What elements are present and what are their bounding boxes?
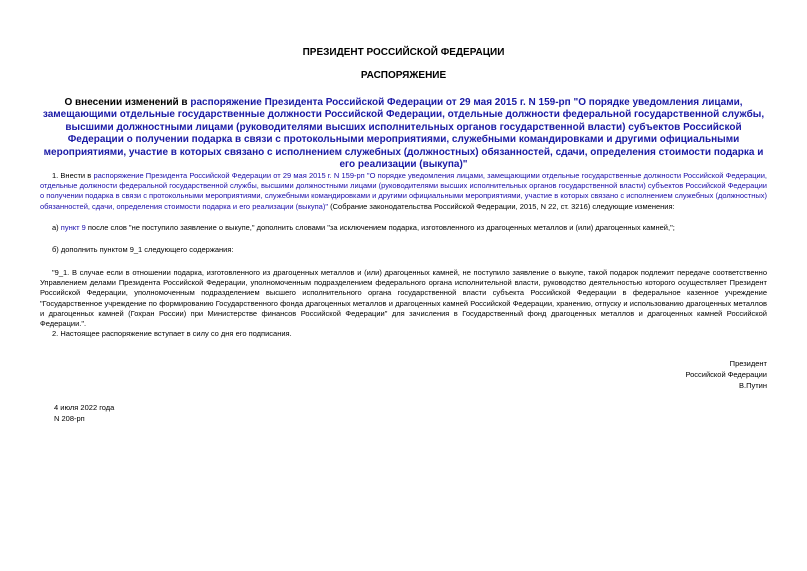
issuer-heading: ПРЕЗИДЕНТ РОССИЙСКОЙ ФЕДЕРАЦИИ [302, 47, 505, 58]
clause-a-suffix: после слов "не поступило заявление о выкупе," дополнить словами "за исключением подарка, изготовленного из драгоценных металлов и (или) драгоценных камней,"; [85, 223, 675, 232]
document-date: 4 июля 2022 года [54, 403, 115, 412]
signature-name: В.Путин [739, 381, 767, 390]
signature-country: Российской Федерации [685, 370, 767, 379]
clause-1 [40, 171, 767, 212]
title-prefix: О внесении изменений в [64, 97, 191, 108]
document-number: N 208-рп [54, 414, 85, 423]
clause-1-suffix: (Собрание законодательства Российской Федерации, 2015, N 22, ст. 3216) следующие изменения: [328, 201, 675, 211]
clause-a-prefix: а) [52, 223, 61, 232]
title-amended-order-link[interactable]: распоряжение Президента Российской Федерации от 29 мая 2015 г. N 159-рп "О порядке уведомления лицами, замещающими отдельные государственные должности Российской Федерации, отдельные должности федеральной государственной службы, высшими должностными лицами (руководителями высших исполнительных органов государственной власти) субъектов Российской Федерации о получении подарка в связи с протокольными мероприятиями, служебными командировками и другими официальными мероприятиями, участие в которых связано с исполнением служебных (должностных) обязанностей, сдачи, определения стоимости подарка и его реализации (выкупа)" [42, 97, 765, 171]
document-title [40, 97, 767, 171]
clause-a [40, 223, 767, 233]
clause-1-prefix: 1. Внести в [52, 171, 94, 180]
clause-a-point-9-link[interactable]: пункт 9 [60, 223, 86, 232]
clause-9-1-text: "9_1. В случае если в отношении подарка, изготовленного из драгоценных металлов и (или) драгоценных камней, не поступило заявление о выкупе, такой подарок подлежит передаче соответственно Управлением делами Президента Российской Федерации, уполномоченным подразделением федерального органа исполнительной власти, руководство деятельностью которого осуществляет Президент Российской Федерации, уполномоченным подразделением высшего исполнительного органа государственной власти субъекта Российской Федерации в федеральное казенное учреждение "Государственное учреждение по формированию Государственного фонда драгоценных металлов и драгоценных камней Российской Федерации, хранению, отпуску и использованию драгоценных металлов и драгоценных камней (Гохран России) при Министерстве финансов Российской Федерации" для зачисления в Государственный фонд драгоценных металлов и драгоценных камней Российской Федерации.". [40, 268, 767, 329]
clause-1-order-link[interactable]: распоряжение Президента Российской Федерации от 29 мая 2015 г. N 159-рп "О порядке уведомления лицами, замещающими отдельные государственные должности Российской Федерации, отдельные должности федеральной государственной службы, высшими должностными лицами (руководителями высших исполнительных органов государственной власти) субъектов Российской Федерации о получении подарка в связи с протокольными мероприятиями, служебными командировками и другими официальными мероприятиями, участие в которых связано с исполнением служебных (должностных) обязанностей, сдачи, определения стоимости подарка и его реализации (выкупа)" [40, 171, 767, 211]
clause-b: б) дополнить пунктом 9_1 следующего содержания: [52, 245, 234, 254]
clause-2: 2. Настоящее распоряжение вступает в силу со дня его подписания. [52, 329, 292, 338]
doc-type-heading: РАСПОРЯЖЕНИЕ [360, 70, 447, 81]
signature-title: Президент [729, 359, 767, 368]
